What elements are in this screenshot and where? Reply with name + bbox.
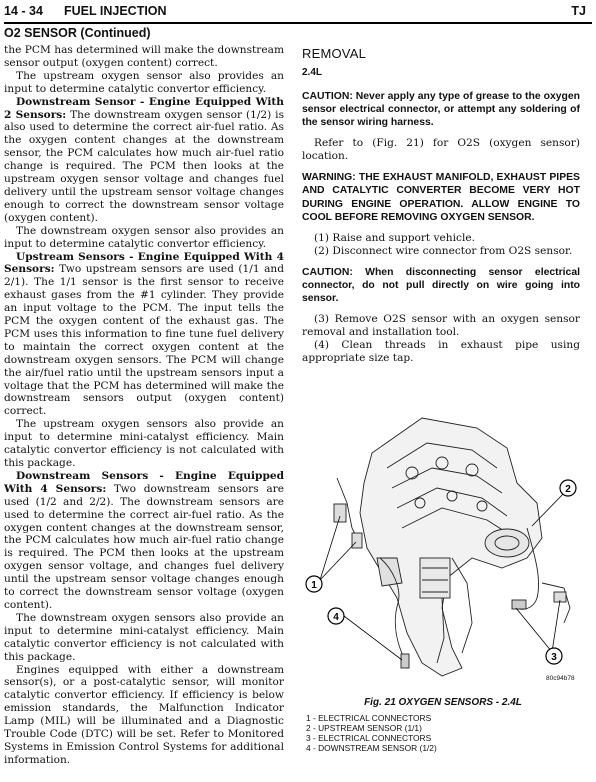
legend-item: 3 - ELECTRICAL CONNECTORS xyxy=(306,733,432,743)
paragraph xyxy=(4,251,284,419)
page-header xyxy=(4,4,592,24)
paragraph: The downstream oxygen sensor also provides an input to determine catalytic convertor efficiency. xyxy=(4,224,284,250)
paragraph: the PCM has determined will make the downstream sensor output (oxygen content) correct. xyxy=(4,44,284,69)
legend-item: 4 - DOWNSTREAM SENSOR (1/2) xyxy=(306,743,437,753)
right-column xyxy=(302,44,580,365)
paragraph-heading: Downstream Sensor - Engine Equipped With 2 Sensors: xyxy=(4,95,284,121)
paragraph: Engines equipped with either a downstream sensor(s), or a post-catalytic sensor, will monitor catalytic convertor efficiency. If efficiency is below emission standards, the Malfunction Indicator Lamp (MIL) will be illuminated and a Diagnostic Trouble Code (DTC) will be set. Refer to Monitored Systems in Emission Control Systems for additional information. xyxy=(4,663,284,766)
model-code: TJ xyxy=(571,4,586,18)
oxygen-sensor-illustration xyxy=(302,408,584,693)
caution-note: CAUTION: Never apply any type of grease to the oxygen sensor electrical connector, or attempt any soldering of the sensor wiring harness. xyxy=(302,90,580,129)
figure-reference: Refer to (Fig. 21) for O2S (oxygen sensor) location. xyxy=(302,137,580,163)
paragraph-heading: Upstream Sensors - Engine Equipped With 4 Sensors: xyxy=(4,250,284,276)
caution-note: CAUTION: When disconnecting sensor electrical connector, do not pull directly on wire going into sensor. xyxy=(302,266,580,305)
paragraph: The upstream oxygen sensor also provides an input to determine catalytic convertor efficiency. xyxy=(4,69,284,95)
paragraph-body: The downstream oxygen sensor (1/2) is also used to determine the correct air-fuel ratio. As the oxygen content changes at the downstream sensor, the PCM calculates how much air-fuel ratio change is required. The PCM then looks at the upstream oxygen sensor voltage and changes fuel delivery until the upstream sensor voltage changes enough to correct the downstream sensor voltage (oxygen content). xyxy=(4,108,285,224)
paragraph-body: Two upstream sensors are used (1/1 and 2/1). The 1/1 sensor is the first sensor to receive exhaust gases from the #1 cylinder. They provide an input voltage to the PCM. The input tells the PCM the oxygen content of the exhaust gas. The PCM uses this information to fine tune fuel delivery to maintain the correct oxygen content at the downstream oxygen sensors. The PCM will change the air/fuel ratio until the upstream sensors input a voltage that the PCM has determined will make the downstream sensors output (oxygen content) correct. xyxy=(4,263,284,418)
figure-caption: Fig. 21 OXYGEN SENSORS - 2.4L xyxy=(364,697,522,708)
warning-note: WARNING: THE EXHAUST MANIFOLD, EXHAUST PIPES AND CATALYTIC CONVERTER BECOME VERY HOT DURING ENGINE OPERATION. ALLOW ENGINE TO COOL BEFORE REMOVING OXYGEN SENSOR. xyxy=(302,172,580,223)
step: (3) Remove O2S sensor with an oxygen sensor removal and installation tool. xyxy=(302,313,580,339)
left-column xyxy=(4,44,284,767)
chapter-title: FUEL INJECTION xyxy=(64,4,167,18)
paragraph xyxy=(4,470,284,612)
legend-item: 1 - ELECTRICAL CONNECTORS xyxy=(306,713,432,723)
step: (4) Clean threads in exhaust pipe using appropriate size tap. xyxy=(302,339,580,365)
step: (1) Raise and support vehicle. xyxy=(314,232,475,245)
section-title: O2 SENSOR (Continued) xyxy=(4,26,151,40)
callout-2-label: 2 xyxy=(565,484,571,495)
paragraph: The downstream oxygen sensors also provide an input to determine mini-catalyst efficiency. Main catalytic convertor efficiency is not calculated with this package. xyxy=(4,611,284,663)
paragraph-heading: Downstream Sensors - Engine Equipped With 4 Sensors: xyxy=(4,469,284,495)
callout-1-label: 1 xyxy=(311,580,317,591)
callout-4-label: 4 xyxy=(333,612,339,623)
legend-item: 2 - UPSTREAM SENSOR (1/1) xyxy=(306,723,422,733)
callout-3-label: 3 xyxy=(551,652,557,663)
figure-legend xyxy=(306,713,437,753)
removal-heading: REMOVAL xyxy=(302,46,367,61)
paragraph: The upstream oxygen sensors also provide an input to determine mini-catalyst efficiency. Main catalytic convertor efficiency is not calculated with this package. xyxy=(4,418,284,469)
figure-id: 80c94b78 xyxy=(546,675,575,682)
paragraph xyxy=(4,96,284,225)
page-number: 14 - 34 xyxy=(4,4,43,18)
paragraph-body: Two downstream sensors are used (1/2 and 2/2). The downstream sensors are used to determine the correct air-fuel ratio. As the oxygen content changes at the downstream sensor, the PCM calculates how much air-fuel ratio change is required. The PCM then looks at the upstream oxygen sensor voltage, and changes fuel delivery until the upstream sensor voltage changes enough to correct the downstream sensor voltage (oxygen content). xyxy=(4,482,284,611)
step: (2) Disconnect wire connector from O2S sensor. xyxy=(314,244,573,257)
engine-subheading: 2.4L xyxy=(302,66,323,78)
